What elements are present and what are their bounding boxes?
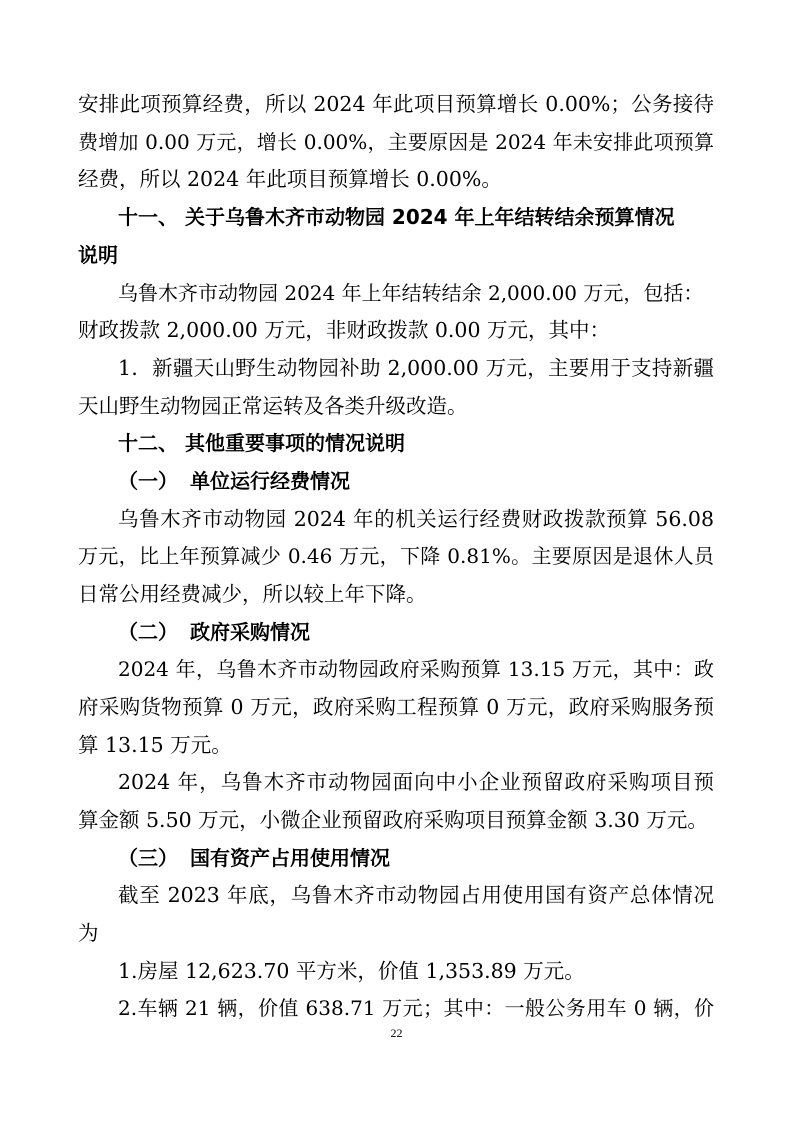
body-text-line: 乌鲁木齐市动物园 2024 年的机关运行经费财政拨款预算 56.08 [118,507,714,531]
body-text-line: 万元，比上年预算减少 0.46 万元，下降 0.81%。主要原因是退休人员 [78,544,714,568]
subsection-number: （二） [118,620,178,644]
subsection-title: 政府采购情况 [190,620,310,644]
body-text-line: 日常公用经费减少，所以较上年下降。 [78,582,427,606]
body-text-line: 安排此项预算经费，所以 2024 年此项目预算增长 0.00%；公务接待 [78,92,714,116]
subsection-heading-1 [118,469,714,493]
body-text-line: 2024 年，乌鲁木齐市动物园政府采购预算 13.15 万元，其中：政 [118,657,714,681]
subsection-number: （三） [118,846,178,870]
page-number: 22 [390,1026,403,1040]
subsection-heading-2 [118,620,714,644]
subsection-title: 国有资产占用使用情况 [190,846,390,870]
body-text-line: 1．新疆天山野生动物园补助 2,000.00 万元，主要用于支持新疆 [118,356,714,380]
subsection-heading-3 [118,846,714,870]
body-text-line: 为 [78,921,99,945]
body-text-line: 算 13.15 万元。 [78,733,232,757]
subsection-title: 单位运行经费情况 [190,469,350,493]
body-text-line: 2024 年，乌鲁木齐市动物园面向中小企业预留政府采购项目预 [118,770,714,794]
body-text-line: 天山野生动物园正常运转及各类升级改造。 [78,394,468,418]
body-text-line: 财政拨款 2,000.00 万元，非财政拨款 0.00 万元，其中： [78,318,610,342]
body-text-line: 1.房屋 12,623.70 平方米，价值 1,353.89 万元。 [118,959,585,983]
body-text-line: 费增加 0.00 万元，增长 0.00%，主要原因是 2024 年未安排此项预算 [78,130,714,154]
subsection-number: （一） [118,469,178,493]
body-text-line: 算金额 5.50 万元，小微企业预留政府采购项目预算金额 3.30 万元。 [78,808,708,832]
body-text-line: 乌鲁木齐市动物园 2024 年上年结转结余 2,000.00 万元，包括： [118,281,704,305]
body-text-line: 截至 2023 年底，乌鲁木齐市动物园占用使用国有资产总体情况 [118,883,714,907]
section-heading-11-cont: 说明 [78,243,118,267]
body-text-line: 2.车辆 21 辆，价值 638.71 万元；其中：一般公务用车 0 辆，价 [118,996,714,1020]
section-heading-11: 十一、 关于乌鲁木齐市动物园 2024 年上年结转结余预算情况 [118,205,675,229]
section-heading-12: 十二、 其他重要事项的情况说明 [118,431,405,455]
body-text-line: 府采购货物预算 0 万元，政府采购工程预算 0 万元，政府采购服务预 [78,695,714,719]
body-text-line: 经费，所以 2024 年此项目预算增长 0.00%。 [78,167,502,191]
